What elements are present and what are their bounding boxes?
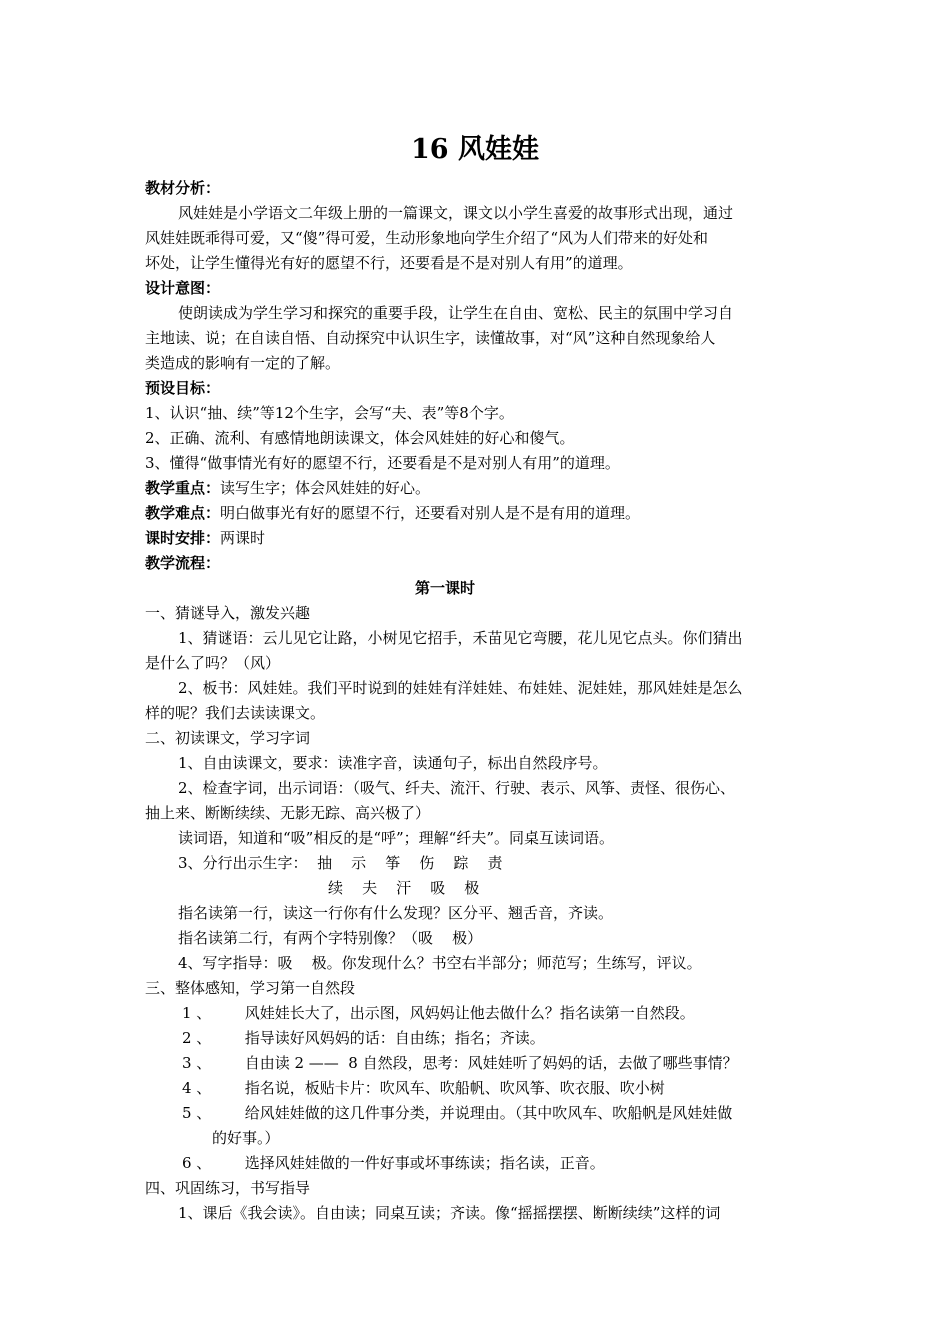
schedule-label: 课时安排：: [145, 529, 221, 547]
section-heading: 二、初读课文，学习字词: [145, 729, 311, 747]
body-line: 4、写字指导：吸 极。你发现什么？书空右半部分；师范写；生练写，评议。: [178, 954, 702, 972]
body-line: 1、课后《我会读》。自由读；同桌互读；齐读。像“摇摇摆摆、断断续续”这样的词: [178, 1204, 721, 1222]
body-line: 抽上来、断断续续、无影无踪、高兴极了）: [145, 804, 431, 822]
paragraph-line: 主地读、说；在自读自悟、自动探究中认识生字，读懂故事，对“风”这种自然现象给人: [145, 329, 716, 347]
section-heading: 四、巩固练习，书写指导: [145, 1179, 311, 1197]
paragraph-line: 风娃娃是小学语文二年级上册的一篇课文，课文以小学生喜爱的故事形式出现，通过: [178, 204, 734, 222]
difficulty-point: [145, 501, 810, 525]
body-line: 续 夫 汗 吸 极: [328, 879, 480, 897]
schedule: [145, 526, 810, 550]
page-title: 16 风娃娃: [411, 134, 539, 165]
body-line: 1、自由读课文，要求：读准字音，读通句子，标出自然段序号。: [178, 754, 608, 772]
schedule-text: 两课时: [220, 529, 266, 547]
design-heading: 设计意图：: [145, 279, 221, 297]
body-line: 指名读第一行，读这一行你有什么发现？区分平、翘舌音，齐读。: [178, 904, 614, 922]
flow-heading: 教学流程：: [145, 554, 221, 572]
body-line: 样的呢？我们去读读课文。: [145, 704, 326, 722]
body-line: 2、检查字词，出示词语：（吸气、纤夫、流汗、行驶、表示、风筝、责怪、很伤心、: [178, 779, 736, 797]
body-line: 2、板书：风娃娃。我们平时说到的娃娃有洋娃娃、布娃娃、泥娃娃，那风娃娃是怎么: [178, 679, 743, 697]
list-item-continued: 的好事。）: [212, 1129, 280, 1147]
body-line: 是什么了吗？（风）: [145, 654, 281, 672]
goals-heading: 预设目标：: [145, 379, 221, 397]
difficulty-text: 明白做事光有好的愿望不行，还要看对别人是不是有用的道理。: [220, 504, 641, 522]
section-heading: 一、猜谜导入，激发兴趣: [145, 604, 311, 622]
list-item: 6 、 选择风娃娃做的一件好事或坏事练读；指名读，正音。: [182, 1154, 605, 1172]
list-item: 2 、 指导读好风妈妈的话：自由练；指名；齐读。: [182, 1029, 545, 1047]
paragraph-line: 使朗读成为学生学习和探究的重要手段，让学生在自由、宽松、民主的氛围中学习自: [178, 304, 734, 322]
goal-item: 3、懂得“做事情光有好的愿望不行，还要看是不是对别人有用”的道理。: [145, 454, 620, 472]
list-item: 1 、 风娃娃长大了，出示图，风妈妈让他去做什么？指名读第一自然段。: [182, 1004, 695, 1022]
paragraph-line: 风娃娃既乖得可爱，又“傻”得可爱，生动形象地向学生介绍了“风为人们带来的好处和: [145, 229, 709, 247]
lesson-title: 第一课时: [414, 579, 475, 597]
goal-item: 1、认识“抽、续”等12个生字，会写“夫、表”等8个字。: [145, 404, 514, 422]
body-line: 3、分行出示生字： 抽 示 筝 伤 踪 责: [178, 854, 503, 872]
difficulty-label: 教学难点：: [145, 504, 221, 522]
body-line: 指名读第二行，有两个字特别像？（吸 极）: [178, 929, 483, 947]
key-label: 教学重点：: [145, 479, 221, 497]
goal-item: 2、正确、流利、有感情地朗读课文，体会风娃娃的好心和傻气。: [145, 429, 575, 447]
analysis-heading: 教材分析：: [145, 179, 221, 197]
list-item: 4 、 指名说，板贴卡片：吹风车、吹船帆、吹风筝、吹衣服、吹小树: [182, 1079, 665, 1097]
body-line: 读词语，知道和“吸”相反的是“呼”；理解“纤夫”。同桌互读词语。: [178, 829, 615, 847]
paragraph-line: 类造成的影响有一定的了解。: [145, 354, 341, 372]
list-item: 3 、 自由读 2 —— 8 自然段，思考：风娃娃听了妈妈的话，去做了哪些事情？: [182, 1054, 738, 1072]
list-item: 5 、 给风娃娃做的这几件事分类，并说理由。（其中吹风车、吹船帆是风娃娃做: [182, 1104, 733, 1122]
section-heading: 三、整体感知，学习第一自然段: [145, 979, 356, 997]
key-point: [145, 476, 810, 500]
body-line: 1、猜谜语：云儿见它让路，小树见它招手，禾苗见它弯腰，花儿见它点头。你们猜出: [178, 629, 743, 647]
key-text: 读写生字；体会风娃娃的好心。: [220, 479, 431, 497]
paragraph-line: 坏处，让学生懂得光有好的愿望不行，还要看是不是对别人有用”的道理。: [145, 254, 633, 272]
